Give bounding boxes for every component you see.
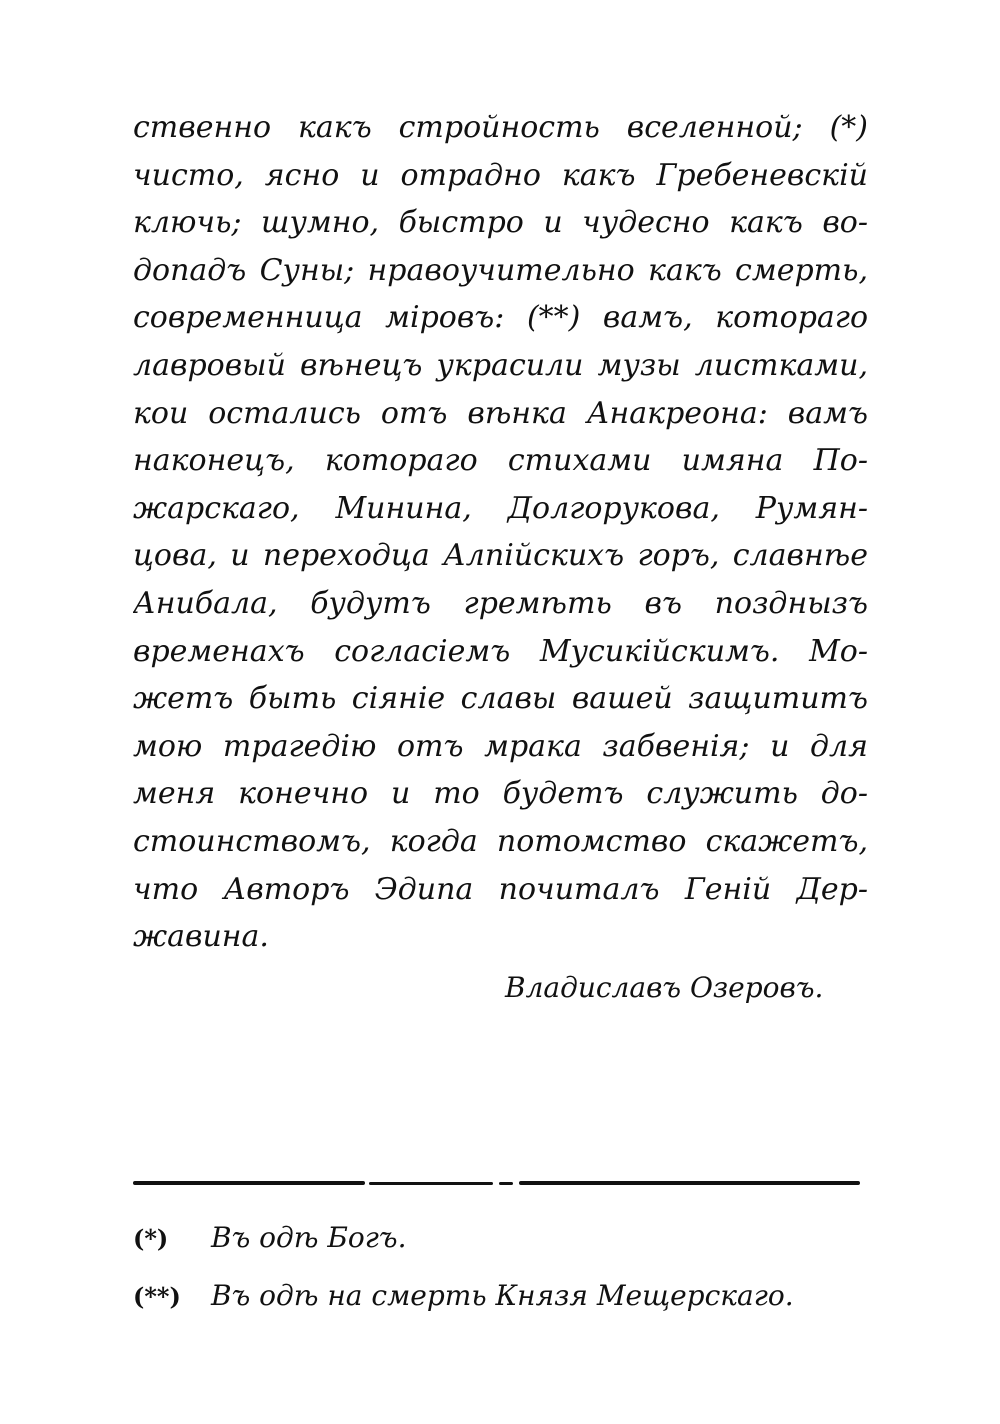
text-line: стоинствомъ, когда потомство скажетъ, [133,823,868,859]
text-line: меня конечно и то будетъ служить до- [133,776,868,812]
text-line: мою трагедію отъ мрака забвенія; и для [133,728,868,764]
text-line: ключь; шумно, быстро и чудесно какъ во- [133,205,868,241]
author-signature: Владиславъ Озеровъ. [505,971,824,1004]
footnote-mark: (**) [133,1282,181,1311]
text-line: лавровый вѣнецъ украсили музы листками, [133,347,868,383]
footnote-text: Въ одѣ Богъ. [211,1221,407,1254]
dedication-text [133,104,868,961]
text-line: чисто, ясно и отрадно какъ Гребеневскій [133,157,868,193]
text-line: жавина. [133,919,269,955]
footnote-mark: (*) [133,1224,169,1253]
footnote-divider [133,1181,860,1187]
text-line: цова, и переходца Алпійскихъ горъ, славнѣе [133,538,868,574]
footnote-text: Въ одѣ на смерть Князя Мещерскаго. [211,1279,794,1312]
text-line: современница міровъ: (**) вамъ, котораго [133,300,868,336]
footnote-2 [133,1276,794,1317]
text-line: жетъ быть сіяніе славы вашей защититъ [133,681,868,717]
text-line: допадъ Суны; нравоучительно какъ смерть, [133,252,868,288]
divider-segment [133,1181,365,1185]
text-line: жарскаго, Минина, Долгорукова, Румян- [133,490,868,526]
text-line: наконецъ, котораго стихами имяна По- [133,443,868,479]
text-line: Анибала, будутъ гремѣть въ позднызъ [133,585,868,621]
divider-segment [499,1182,513,1185]
divider-segment [519,1181,860,1185]
text-line: что Авторъ Эдипа почиталъ Геній Дер- [133,871,868,907]
footnote-1 [133,1218,407,1259]
text-line: кои остались отъ вѣнка Анакреона: вамъ [133,395,868,431]
text-line: ственно какъ стройность вселенной; (*) [133,110,868,145]
divider-segment [369,1182,493,1185]
text-line: временахъ согласіемъ Мусикійскимъ. Мо- [133,633,868,669]
